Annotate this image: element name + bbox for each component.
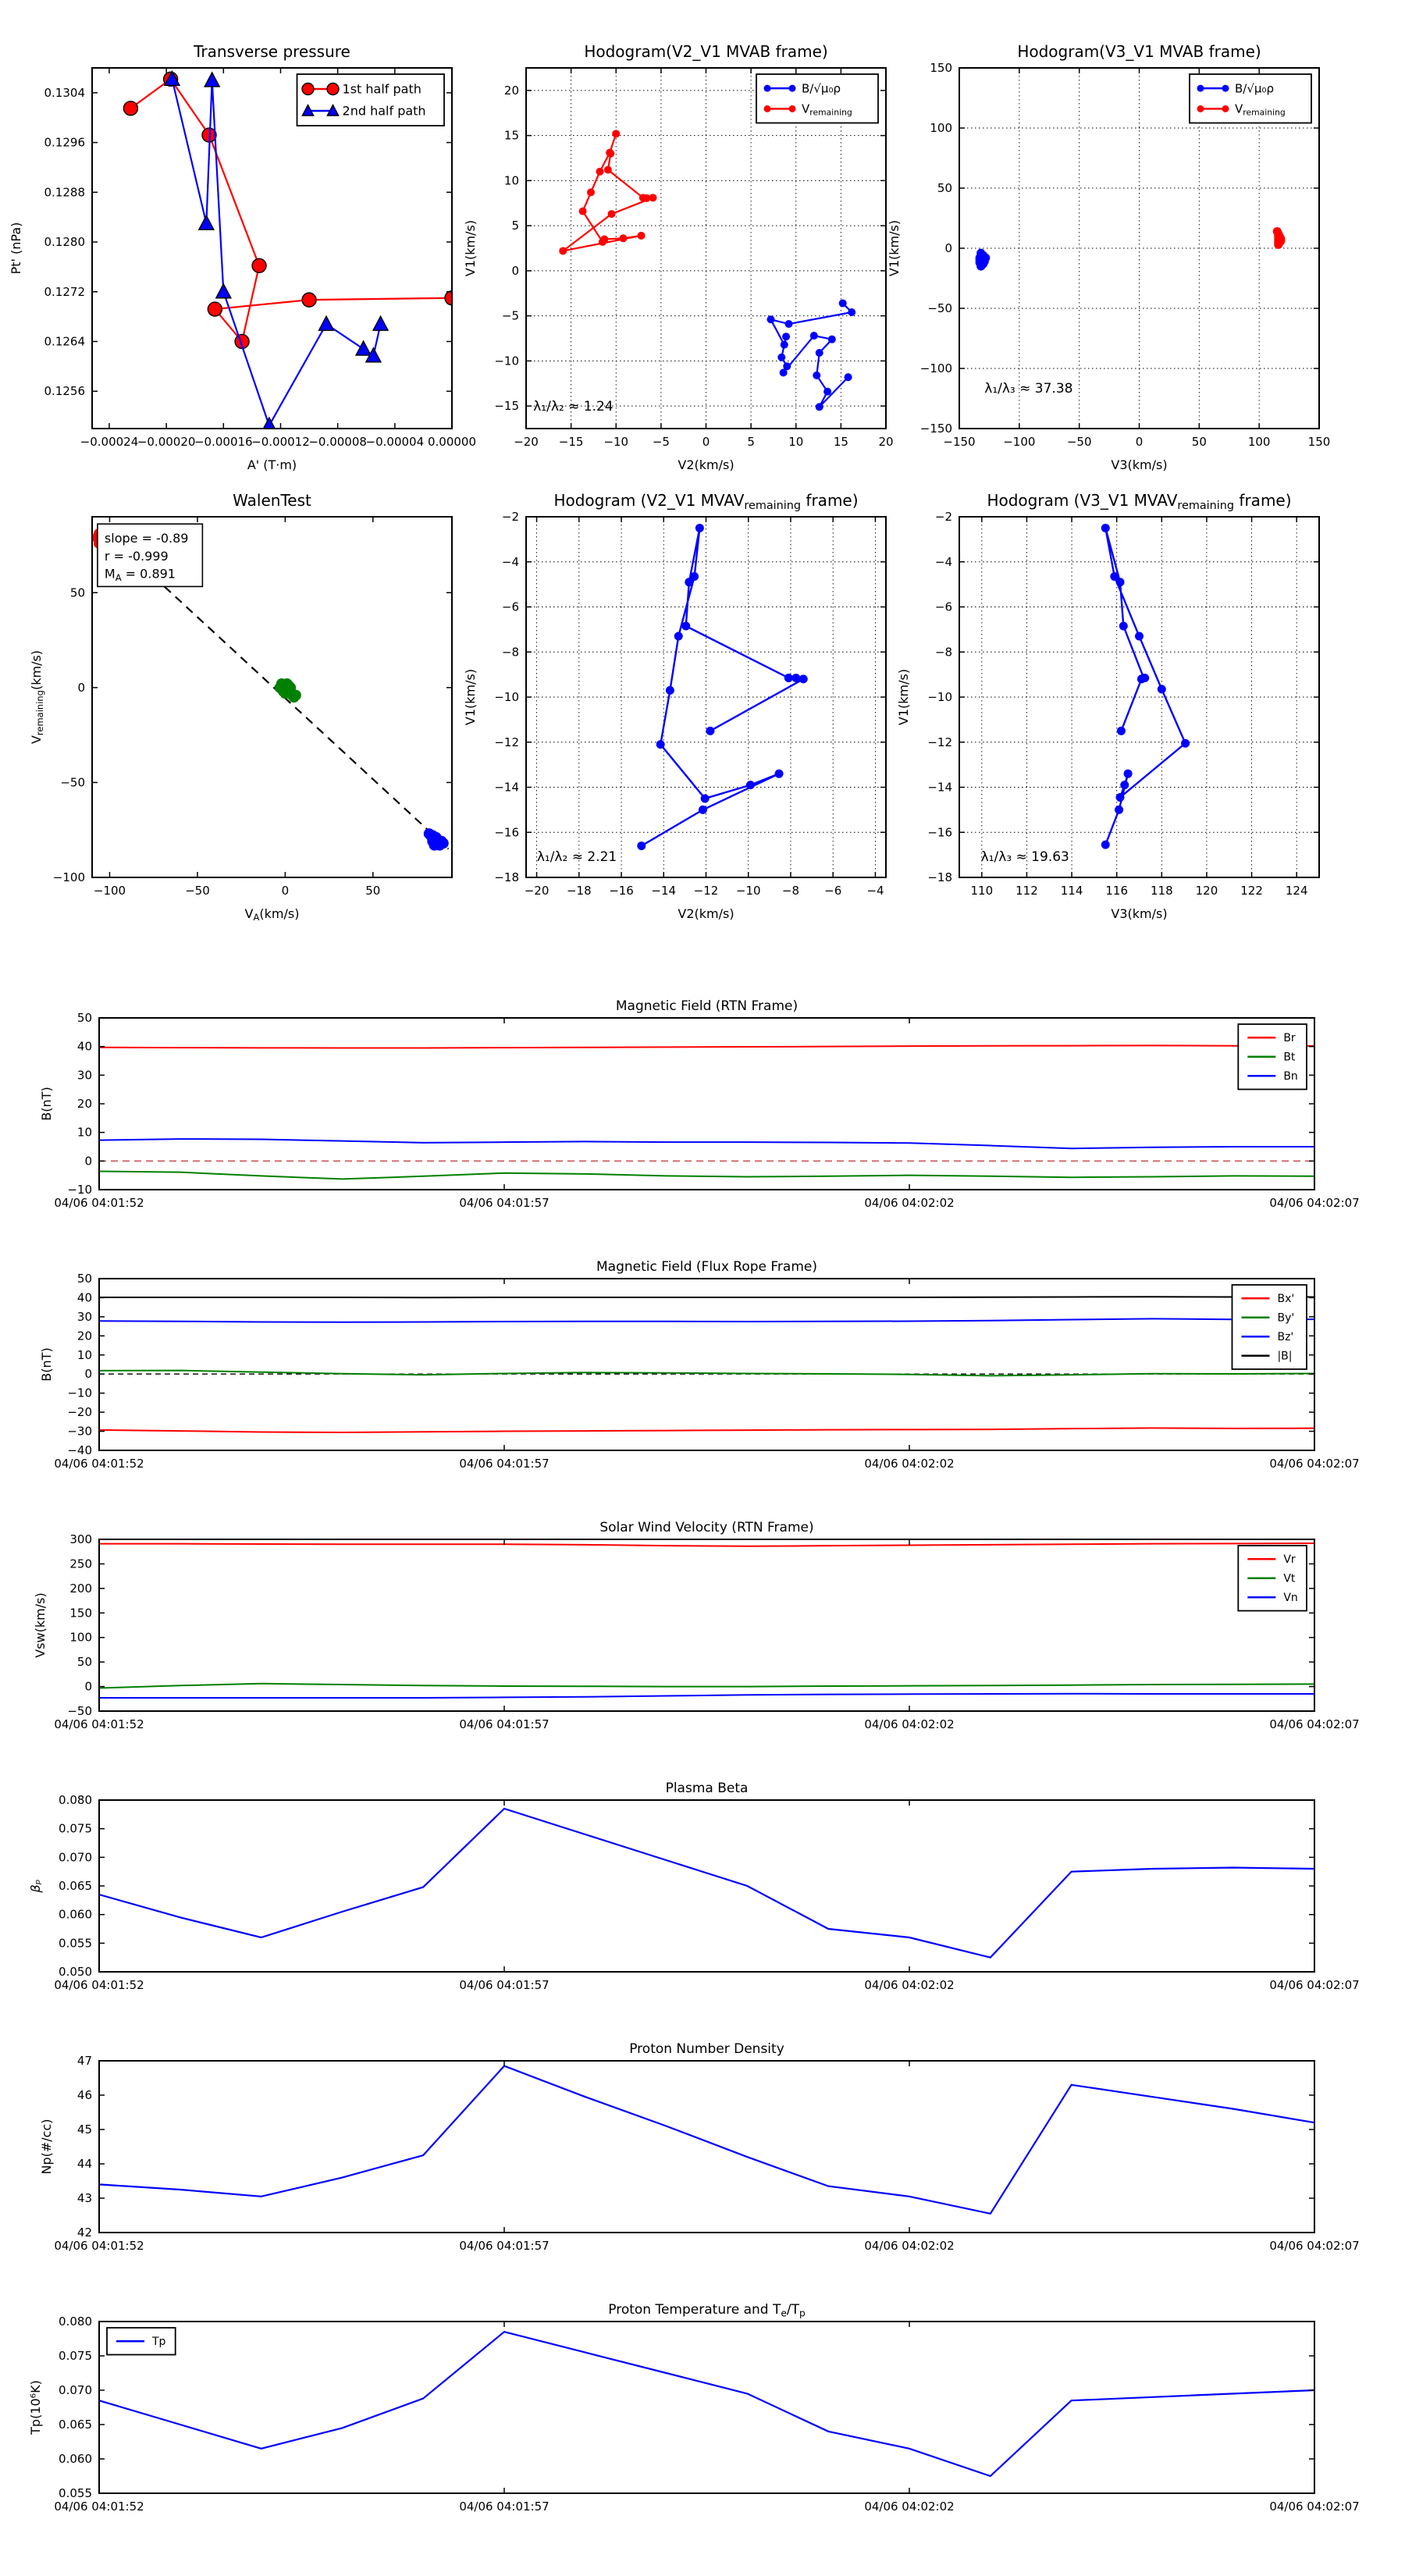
chart-proton-temperature <box>28 2302 1360 2514</box>
y-axis-label: βₚ <box>28 1879 43 1893</box>
y-tick-label: 50 <box>69 585 85 600</box>
stats-line: $M_A = 0.891$ <box>104 566 176 583</box>
chart-title: Magnetic Field (Flux Rope Frame) <box>596 1259 817 1275</box>
y-tick-label: 0.065 <box>59 1879 92 1893</box>
y-tick-label: −10 <box>67 1183 92 1197</box>
chart-proton-number-density <box>39 2041 1360 2253</box>
y-tick-label: 0.060 <box>59 2452 92 2466</box>
y-axis-label: V1(km/s) <box>463 668 478 726</box>
legend-label: $V_{remaining}$ <box>802 101 852 118</box>
x-tick-label: 04/06 04:01:52 <box>54 1196 144 1210</box>
x-tick-label: 04/06 04:02:02 <box>864 1196 955 1210</box>
x-tick-label: 110 <box>970 884 994 898</box>
x-tick-label: 04/06 04:01:57 <box>459 1717 550 1731</box>
axes-frame <box>99 2061 1314 2233</box>
series-group <box>99 2066 1314 2214</box>
y-tick-label: 0 <box>84 1679 92 1694</box>
y-tick-label: −100 <box>919 361 952 375</box>
x-tick-label: 122 <box>1240 884 1263 898</box>
x-tick-label: −10 <box>735 884 761 898</box>
x-tick-label: 04/06 04:02:02 <box>864 1717 955 1731</box>
x-tick-label: −50 <box>185 884 210 898</box>
y-tick-label: 0.080 <box>59 1793 92 1807</box>
y-tick-label: −14 <box>494 780 519 795</box>
y-tick-label: −10 <box>67 1386 92 1400</box>
series-By' <box>99 1371 1314 1376</box>
chart-hodogram-v3v1-mvav <box>896 491 1319 921</box>
x-tick-label: 04/06 04:01:57 <box>459 2500 550 2514</box>
x-axis-label: $V_A(km/s)$ <box>244 906 300 923</box>
x-tick-label: 20 <box>878 435 894 449</box>
x-tick-label: −100 <box>93 884 126 898</box>
x-tick-label: −5 <box>652 435 670 449</box>
series-group <box>99 2332 1314 2476</box>
chart-hodogram-v2v1-mvab <box>463 42 894 472</box>
y-tick-label: 0.1296 <box>44 135 85 150</box>
x-axis-label: V2(km/s) <box>678 906 735 921</box>
chart-magnetic-field-flux-rope <box>39 1259 1360 1471</box>
grid <box>959 517 1319 877</box>
legend-label: 2nd half path <box>342 103 426 119</box>
x-tick-label: 5 <box>747 435 755 449</box>
grid <box>526 517 886 877</box>
series-Vn <box>99 1694 1314 1698</box>
x-tick-label: −50 <box>1066 435 1092 449</box>
y-tick-label: 0 <box>84 1154 92 1169</box>
x-tick-label: 04/06 04:02:07 <box>1269 1457 1360 1471</box>
y-tick-label: −18 <box>927 870 952 884</box>
x-tick-label: −0.00008 <box>308 435 367 449</box>
y-tick-label: 20 <box>76 1329 92 1343</box>
y-tick-label: −4 <box>501 554 519 569</box>
series-Vt <box>99 1684 1314 1688</box>
y-tick-label: 50 <box>76 1011 92 1025</box>
y-tick-label: 45 <box>76 2122 92 2137</box>
legend <box>297 74 444 126</box>
series-group <box>99 1543 1314 1698</box>
axis-ticks <box>927 510 1319 898</box>
y-tick-label: 50 <box>76 1655 92 1670</box>
y-tick-label: 0.070 <box>59 2383 92 2397</box>
y-tick-label: 0.055 <box>59 1936 92 1951</box>
x-tick-label: 04/06 04:02:07 <box>1269 2239 1360 2253</box>
y-tick-label: 10 <box>76 1125 92 1140</box>
y-tick-label: 0.080 <box>59 2314 92 2329</box>
annotation: λ₁/λ₂ ≈ 1.24 <box>533 398 614 415</box>
x-tick-label: −18 <box>566 884 592 898</box>
axes-frame <box>99 2322 1314 2493</box>
y-tick-label: 0.075 <box>59 1821 92 1836</box>
y-tick-label: 10 <box>503 173 519 188</box>
x-tick-label: 04/06 04:01:57 <box>459 1978 550 1992</box>
x-tick-label: 0 <box>702 435 710 449</box>
legend <box>1238 1546 1307 1611</box>
x-tick-label: −10 <box>603 435 629 449</box>
y-tick-label: −150 <box>919 422 952 436</box>
y-tick-label: −16 <box>494 825 519 840</box>
y-tick-label: 0 <box>511 263 519 278</box>
x-tick-label: 04/06 04:02:07 <box>1269 1978 1360 1992</box>
x-tick-label: −0.00024 <box>80 435 139 449</box>
y-tick-label: 10 <box>76 1347 92 1362</box>
series-Tp <box>99 2332 1314 2476</box>
chart-walen-test <box>29 491 452 923</box>
y-tick-label: −6 <box>501 600 519 614</box>
y-tick-label: 43 <box>76 2191 92 2205</box>
x-tick-label: −100 <box>1003 435 1036 449</box>
y-tick-label: −2 <box>501 510 519 524</box>
y-tick-label: −50 <box>60 775 85 790</box>
x-tick-label: 04/06 04:02:02 <box>864 1978 955 1992</box>
y-tick-label: 0.1256 <box>44 384 85 399</box>
x-tick-label: 04/06 04:02:07 <box>1269 2500 1360 2514</box>
chart-plasma-beta <box>28 1781 1360 1992</box>
series-Br <box>99 1045 1314 1048</box>
chart-title: Proton Number Density <box>629 2041 784 2057</box>
x-tick-label: −15 <box>558 435 584 449</box>
series-group <box>99 1809 1314 1958</box>
axis-ticks <box>54 2054 1359 2253</box>
y-tick-label: −18 <box>494 870 519 884</box>
chart-title: WalenTest <box>233 491 311 510</box>
x-tick-label: 0.00000 <box>427 435 477 449</box>
chart-hodogram-v3v1-mvab <box>887 42 1330 472</box>
legend <box>1238 1024 1307 1090</box>
series-Np <box>99 2066 1314 2214</box>
y-tick-label: 0.050 <box>59 1965 92 1979</box>
y-axis-label: Pt' (nPa) <box>9 222 23 275</box>
y-tick-label: 0.055 <box>59 2486 92 2500</box>
x-tick-label: 0 <box>1135 435 1144 449</box>
x-tick-label: 04/06 04:02:02 <box>864 2239 955 2253</box>
chart-title: Transverse pressure <box>194 42 350 61</box>
y-tick-label: −6 <box>934 600 952 614</box>
y-tick-label: 0 <box>77 680 85 695</box>
legend-label: Bn <box>1283 1070 1298 1083</box>
x-tick-label: 04/06 04:01:52 <box>54 2500 144 2514</box>
series-beta-p <box>99 1809 1314 1958</box>
y-tick-label: 20 <box>76 1097 92 1111</box>
series-Bx' <box>99 1428 1314 1432</box>
x-tick-label: −20 <box>514 435 539 449</box>
y-tick-label: 5 <box>511 219 519 233</box>
axis-ticks <box>54 1793 1359 1992</box>
x-tick-label: 0 <box>281 884 290 898</box>
y-axis-label: B(nT) <box>39 1087 54 1121</box>
y-axis-label: Tp(10⁶K) <box>28 2380 43 2435</box>
x-tick-label: −0.00004 <box>365 435 425 449</box>
x-tick-label: −16 <box>609 884 634 898</box>
y-tick-label: 200 <box>69 1581 92 1596</box>
y-tick-label: −14 <box>927 780 952 795</box>
y-tick-label: 150 <box>930 61 952 75</box>
legend <box>107 2328 176 2355</box>
axis-ticks <box>494 510 886 898</box>
x-tick-label: 04/06 04:01:52 <box>54 1457 144 1471</box>
chart-title: Hodogram (V2_V1 $MVAV_{remaining}$ frame) <box>553 491 859 512</box>
legend-label: B/√μ₀ρ <box>1235 81 1274 96</box>
chart-title: Proton Temperature and Te/Tp <box>608 2302 806 2319</box>
x-tick-label: −150 <box>943 435 976 449</box>
stats-box <box>98 524 202 586</box>
y-tick-label: −4 <box>934 554 952 569</box>
y-tick-label: 150 <box>69 1606 92 1621</box>
y-tick-label: 50 <box>76 1272 92 1286</box>
x-tick-label: 04/06 04:01:57 <box>459 2239 550 2253</box>
legend-label: |B| <box>1277 1350 1293 1363</box>
x-tick-label: 150 <box>1307 435 1331 449</box>
series-Bz' <box>99 1318 1314 1322</box>
y-tick-label: 0.065 <box>59 2418 92 2432</box>
y-tick-label: −10 <box>927 690 952 704</box>
y-tick-label: 0.1272 <box>44 284 85 299</box>
chart-magnetic-field-rtn <box>39 998 1360 1210</box>
annotation: λ₁/λ₃ ≈ 19.63 <box>980 849 1069 866</box>
series-group <box>559 130 855 411</box>
x-tick-label: −12 <box>693 884 719 898</box>
y-tick-label: −2 <box>934 510 952 524</box>
chart-title: Hodogram(V2_V1 MVAB frame) <box>584 42 828 61</box>
series-Bn <box>99 1139 1314 1148</box>
legend-label: Vn <box>1283 1592 1298 1605</box>
axes-frame <box>99 1018 1314 1190</box>
y-tick-label: −40 <box>67 1443 92 1457</box>
series-group <box>637 524 807 850</box>
legend-label: Vt <box>1283 1572 1296 1585</box>
series-group <box>99 1045 1314 1179</box>
y-tick-label: 50 <box>937 181 952 195</box>
x-axis-label: V3(km/s) <box>1111 457 1168 472</box>
annotation: λ₁/λ₃ ≈ 37.38 <box>984 380 1073 397</box>
y-tick-label: 0.075 <box>59 2349 92 2363</box>
chart-hodogram-v2v1-mvav <box>463 491 886 921</box>
x-tick-label: 100 <box>1247 435 1271 449</box>
axes-frame <box>99 1279 1314 1450</box>
x-tick-label: 04/06 04:01:57 <box>459 1457 550 1471</box>
x-tick-label: 04/06 04:01:52 <box>54 2239 144 2253</box>
legend-label: Tp <box>152 2336 166 2349</box>
y-axis-label: $V_{remaining}(km/s)$ <box>29 649 46 745</box>
x-tick-label: 04/06 04:02:02 <box>864 2500 955 2514</box>
chart-title: Hodogram(V3_V1 MVAB frame) <box>1017 42 1261 61</box>
x-tick-label: 04/06 04:01:57 <box>459 1196 550 1210</box>
legend <box>1190 74 1311 123</box>
x-tick-label: 124 <box>1285 884 1308 898</box>
y-axis-label: V1(km/s) <box>463 219 478 277</box>
y-tick-label: −5 <box>501 308 519 323</box>
series-V-path <box>642 528 803 845</box>
y-tick-label: 0.1304 <box>44 85 85 100</box>
x-tick-label: 118 <box>1150 884 1173 898</box>
x-tick-label: 04/06 04:02:07 <box>1269 1196 1360 1210</box>
legend-label: 1st half path <box>342 81 422 97</box>
legend-label: Bt <box>1283 1051 1296 1064</box>
y-tick-label: −50 <box>927 301 952 315</box>
y-tick-label: 30 <box>76 1068 92 1083</box>
y-tick-label: 250 <box>69 1557 92 1571</box>
x-axis-label: V2(km/s) <box>678 457 735 472</box>
y-tick-label: −12 <box>494 735 519 749</box>
chart-transverse-pressure <box>9 42 476 472</box>
legend-label: B/√μ₀ρ <box>802 81 841 96</box>
x-tick-label: 04/06 04:01:52 <box>54 1717 144 1731</box>
series-group <box>99 1297 1314 1432</box>
y-tick-label: 20 <box>503 83 519 98</box>
x-tick-label: 116 <box>1105 884 1129 898</box>
x-tick-label: 50 <box>1191 435 1207 449</box>
stats-line: r = -0.999 <box>104 548 169 564</box>
y-tick-label: −10 <box>494 354 519 368</box>
y-tick-label: 300 <box>69 1532 92 1546</box>
stats-line: slope = -0.89 <box>104 531 189 546</box>
y-tick-label: 40 <box>76 1039 92 1054</box>
y-tick-label: −100 <box>52 870 85 884</box>
y-tick-label: 42 <box>76 2226 92 2240</box>
series-group <box>976 227 1286 271</box>
x-tick-label: −14 <box>651 884 677 898</box>
y-tick-label: 0.1288 <box>44 185 85 200</box>
y-tick-label: 47 <box>76 2054 92 2068</box>
x-tick-label: 04/06 04:01:52 <box>54 1978 144 1992</box>
x-axis-label: A' (T·m) <box>247 457 297 472</box>
series-Bt <box>99 1172 1314 1179</box>
x-tick-label: 10 <box>788 435 804 449</box>
y-tick-label: −15 <box>494 399 519 414</box>
x-tick-label: −20 <box>524 884 550 898</box>
y-tick-label: −16 <box>927 825 952 840</box>
chart-title: Plasma Beta <box>665 1781 749 1796</box>
y-tick-label: 0.1264 <box>44 334 85 349</box>
y-tick-label: −50 <box>67 1704 92 1718</box>
y-tick-label: −10 <box>494 690 519 704</box>
legend-label: By' <box>1277 1311 1295 1325</box>
x-tick-label: 120 <box>1195 884 1218 898</box>
y-tick-label: 100 <box>930 121 952 135</box>
x-tick-label: 04/06 04:02:07 <box>1269 1717 1360 1731</box>
y-axis-label: B(nT) <box>39 1347 54 1382</box>
y-tick-label: −8 <box>501 645 519 660</box>
y-tick-label: 0.060 <box>59 1907 92 1922</box>
chart-solar-wind-velocity <box>33 1520 1360 1731</box>
legend-label: Br <box>1283 1032 1296 1045</box>
y-tick-label: −12 <box>927 735 952 749</box>
y-tick-label: 40 <box>76 1290 92 1305</box>
y-tick-label: 0.1280 <box>44 235 85 250</box>
y-tick-label: 46 <box>76 2088 92 2102</box>
x-tick-label: 04/06 04:02:02 <box>864 1457 955 1471</box>
axes-frame <box>99 1800 1314 1972</box>
axis-ticks <box>54 1011 1359 1210</box>
y-tick-label: 100 <box>69 1630 92 1645</box>
y-axis-label: Np(#/cc) <box>39 2119 54 2175</box>
x-tick-label: −4 <box>866 884 884 898</box>
y-axis-label: V1(km/s) <box>887 219 902 277</box>
x-tick-label: −0.00020 <box>137 435 196 449</box>
series-group <box>1101 524 1190 849</box>
y-tick-label: 0 <box>944 241 952 255</box>
y-tick-label: −20 <box>67 1405 92 1420</box>
x-axis-label: V3(km/s) <box>1111 906 1168 921</box>
chart-title: Solar Wind Velocity (RTN Frame) <box>599 1520 814 1535</box>
legend-label: Vr <box>1283 1553 1296 1567</box>
y-tick-label: 30 <box>76 1309 92 1324</box>
annotation: λ₁/λ₂ ≈ 2.21 <box>536 849 617 866</box>
legend <box>1232 1285 1307 1369</box>
series-Vr <box>99 1543 1314 1546</box>
y-axis-label: Vsw(km/s) <box>33 1592 48 1658</box>
x-tick-label: 50 <box>365 884 381 898</box>
legend <box>756 74 878 123</box>
chart-title: Magnetic Field (RTN Frame) <box>615 998 799 1014</box>
x-tick-label: 114 <box>1060 884 1083 898</box>
x-tick-label: 112 <box>1016 884 1038 898</box>
x-tick-label: −0.00012 <box>251 435 310 449</box>
x-tick-label: −0.00016 <box>194 435 253 449</box>
y-tick-label: 44 <box>76 2157 92 2171</box>
y-tick-label: 0 <box>84 1367 92 1382</box>
y-tick-label: −8 <box>934 645 952 660</box>
y-tick-label: 0.070 <box>59 1850 92 1865</box>
legend-label: Bz' <box>1277 1331 1294 1344</box>
x-tick-label: 15 <box>833 435 848 449</box>
x-tick-label: −6 <box>824 884 842 898</box>
legend-label: Bx' <box>1277 1293 1295 1306</box>
axis-ticks <box>54 2314 1359 2514</box>
chart-title: Hodogram (V3_V1 $MVAV_{remaining}$ frame) <box>987 491 1292 512</box>
y-tick-label: −30 <box>67 1424 92 1439</box>
axis-ticks <box>54 1532 1359 1731</box>
x-tick-label: −8 <box>781 884 800 898</box>
y-axis-label: V1(km/s) <box>896 668 911 726</box>
legend-label: $V_{remaining}$ <box>1235 101 1286 118</box>
y-tick-label: 15 <box>503 128 519 143</box>
